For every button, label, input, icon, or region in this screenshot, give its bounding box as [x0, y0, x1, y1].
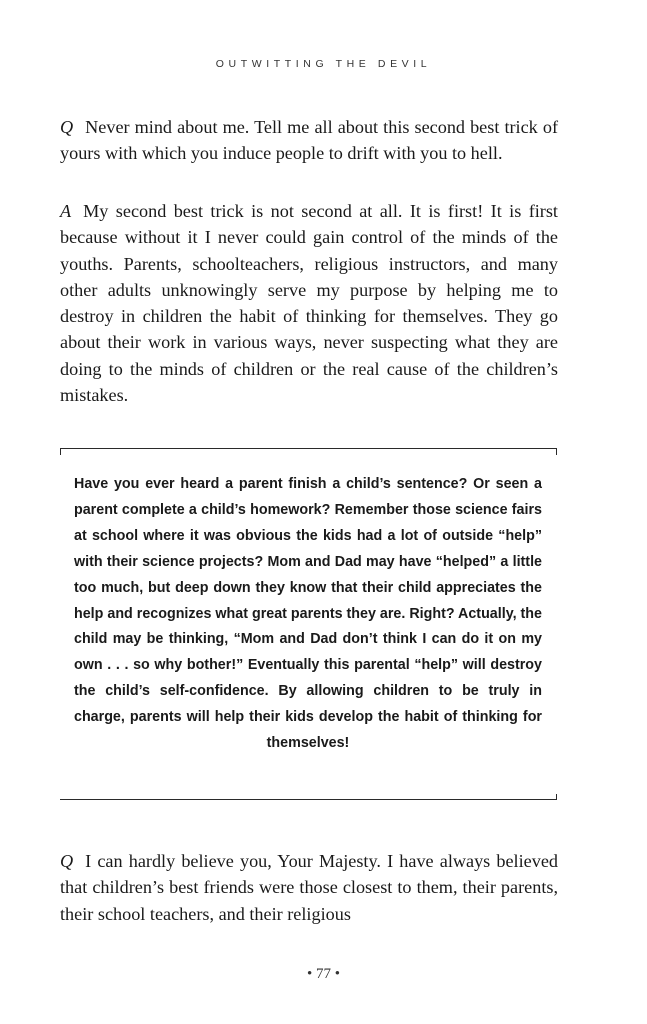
answer-text: My second best trick is not second at all. It is first! It is first because without it I never could gain control of the minds of the youths. Parents, schoolteachers, religious instructors, and many other adults unknowingly serve my purpose by helping me to destroy in children the habit of thinking for themselves. They go about their work in various ways, never suspecting what they are doing to the minds of children or the real cause of the children’s mistakes. [60, 201, 558, 406]
answer-paragraph [60, 198, 558, 408]
callout-top-rule [60, 448, 557, 449]
answer-marker: A [60, 201, 72, 221]
callout-box-text: Have you ever heard a parent finish a child’s sentence? Or seen a parent complete a child’s homework? Remember those science fairs at school where it was obvious the kids had a lot of outside “help” with their science projects? Mom and Dad may have “helped” a little too much, but deep down they know that their child appreciates the help and recognizes what great parents they are. Right? Actually, the child may be thinking, “Mom and Dad don’t think I can do it on my own . . . so why bother!” Eventually this parental “help” will destroy the child’s self-confidence. By allowing children to be truly in charge, parents will help their kids develop the habit of thinking for themselves! [74, 476, 542, 752]
question-text-1: Never mind about me. Tell me all about this second best trick of yours with which you induce people to drift with you to hell. [60, 117, 558, 164]
running-head: OUTWITTING THE DEVIL [215, 58, 432, 70]
question-marker: Q [60, 117, 74, 137]
page-number: • 77 • [306, 966, 340, 982]
callout-bottom-rule [60, 799, 557, 800]
callout-bottom-right-tick [556, 794, 557, 800]
callout-top-left-tick [60, 449, 61, 455]
question-paragraph-2 [60, 848, 558, 927]
question-text-2: I can hardly believe you, Your Majesty. I have always believed that children’s best friends were those closest to them, their parents, their school teachers, and their religious [60, 851, 558, 924]
question-paragraph-1 [60, 114, 558, 167]
callout-top-right-tick [556, 449, 557, 455]
question-marker: Q [60, 851, 74, 871]
